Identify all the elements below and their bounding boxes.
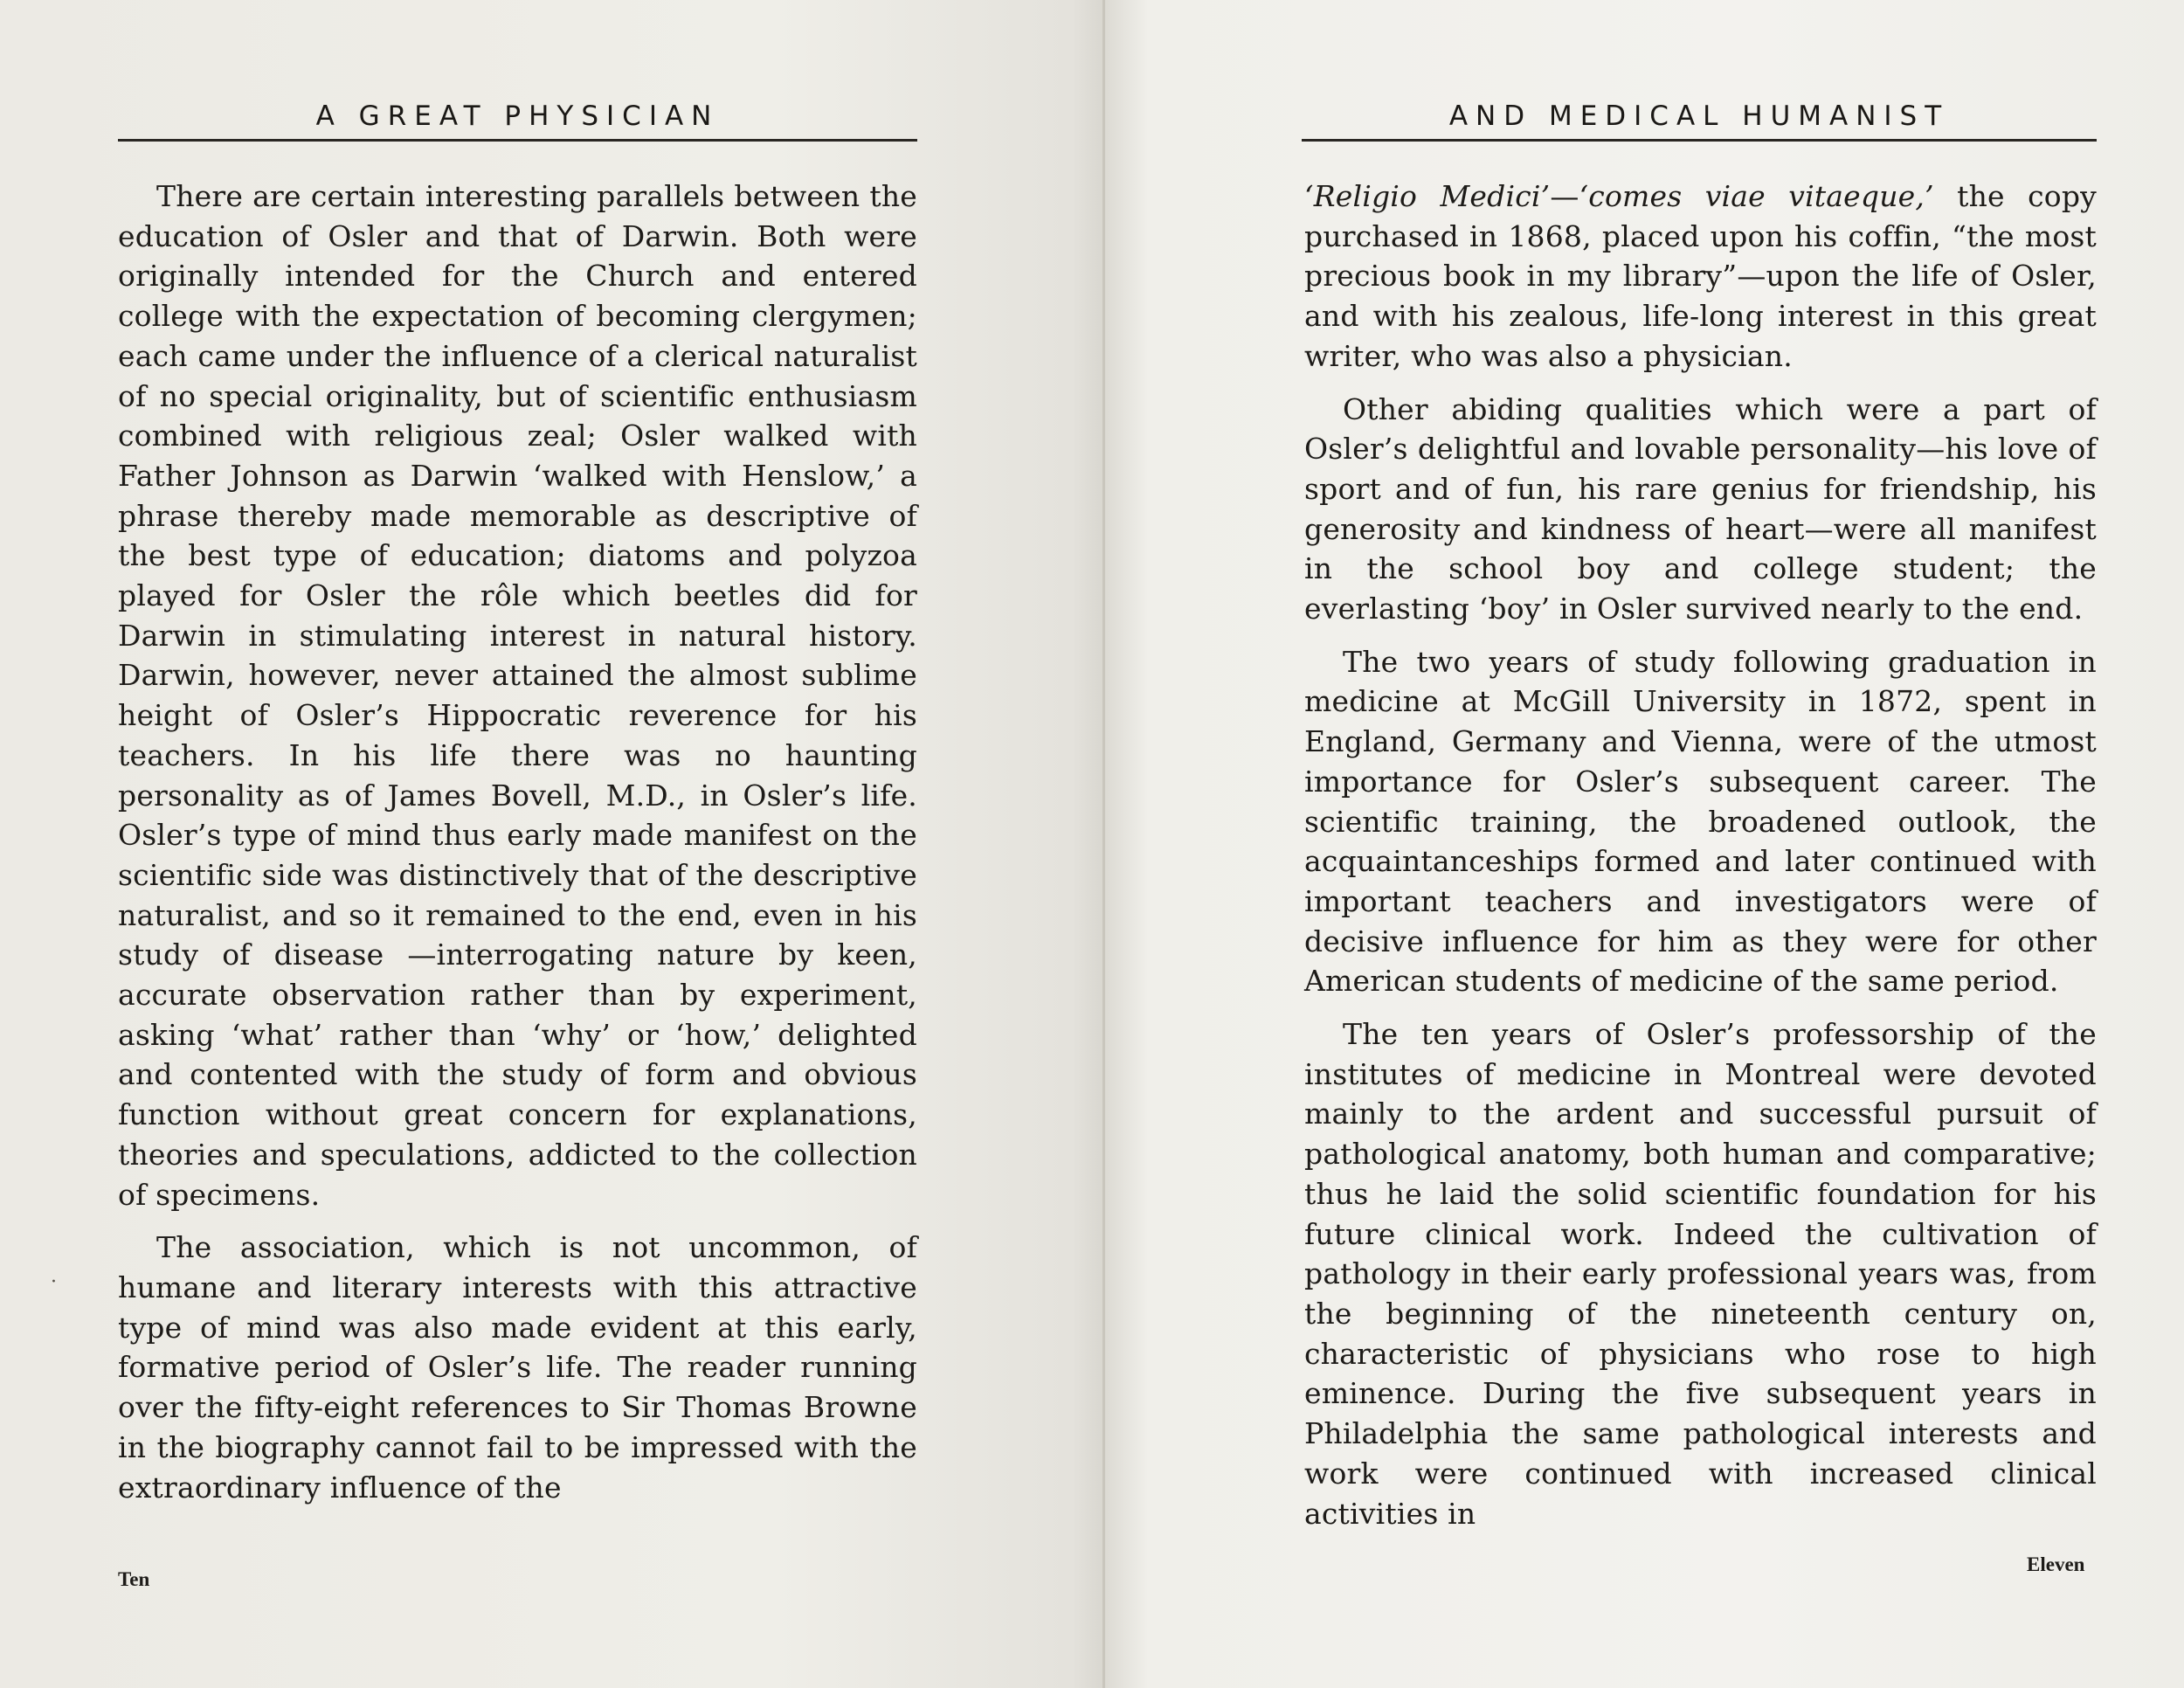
em-dash: — xyxy=(1550,179,1579,213)
left-body-text xyxy=(118,176,917,1520)
religio-medici-title: ‘Religio Medici’ xyxy=(1304,179,1551,213)
right-paragraph-2: Other abiding qualities which were a part of Osler’s delightful and lovable personality—his love of sport and of fun, his rare genius for friendship, his generosity and kindness of heart—were all manifest in the school boy and college student; the everlasting ‘boy’ in Osler survived nearly to the end. xyxy=(1304,391,2097,626)
right-running-head: AND MEDICAL HUMANIST xyxy=(1448,100,1950,132)
right-paragraph-3: The two years of study following graduation in medicine at McGill University in 1872, spent in England, Germany and Vienna, were of the utmost importance for Osler’s subsequent career. The scientific training, the broadened outlook, the acquaintanceships formed and later continued with important teachers and investigators were of decisive influence for him as they were for other American students of medicine of the same period. xyxy=(1304,644,2097,999)
right-paragraph-1 xyxy=(1304,176,2097,377)
right-body-text xyxy=(1304,176,2097,1546)
right-paragraph-1-text: the copy purchased in 1868, placed upon his coffin, “the most precious book in my library”—upon the life of Osler, and with his zealous, life-long interest in this great writer, who was also a physician. xyxy=(1304,179,2097,373)
right-paragraph-4: The ten years of Osler’s professorship of the institutes of medicine in Montreal were devoted mainly to the ardent and successful pursuit of pathological anatomy, both human and comparative; thus he laid the solid scientific foundation for his future clinical work. Indeed the cultivation of pathology in their early professional years was, from the beginning of the nineteenth century on, characteristic of physicians who rose to high eminence. During the five subsequent years in Philadelphia the same pathological interests and work were continued with increased clinical activities in xyxy=(1304,1017,2097,1531)
left-paragraph-1: There are certain interesting parallels between the education of Osler and that of Darwin. Both were originally intended for the Church and entered college with the expectation of becoming clergymen; each came under the influence of a clerical naturalist of no special originality, but of scientific enthusiasm combined with religious zeal; Osler walked with Father Johnson as Darwin ‘walked with Henslow,’ a phrase thereby made memorable as descriptive of the best type of education; diatoms and polyzoa played for Osler the rôle which beetles did for Darwin in stimulating interest in natural history. Darwin, however, never attained the almost sublime height of Osler’s Hippocratic reverence for his teachers. In his life there was no haunting personality as of James Bovell, M.D., in Osler’s life. Osler’s type of mind thus early made manifest on the scientific side was distinctively that of the descriptive naturalist, and so it remained to the end, even in his study of disease —interrogating nature by keen, accurate observation rather than by experiment, asking ‘what’ rather than ‘why’ or ‘how,’ delighted and contented with the study of form and obvious function without great concern for explanations, theories and speculations, addicted to the collection of specimens. xyxy=(118,179,917,1212)
left-header-rule xyxy=(118,139,917,142)
right-page xyxy=(1105,0,2184,1688)
left-paragraph-2: The association, which is not uncommon, of humane and literary interests with this attractive type of mind was also made evident at this early, formative period of Osler’s life. The reader running over the fifty-eight references to Sir Thomas Browne in the biography cannot fail to be impressed with the extraordinary influence of the xyxy=(118,1230,917,1505)
right-header-rule xyxy=(1302,139,2097,142)
right-folio: Eleven xyxy=(2027,1553,2085,1575)
stray-mark: · xyxy=(51,1271,57,1293)
left-running-head: A GREAT PHYSICIAN xyxy=(315,100,720,132)
left-folio: Ten xyxy=(118,1568,150,1590)
latin-quote: ‘comes viae vitaeque,’ xyxy=(1579,179,1934,213)
